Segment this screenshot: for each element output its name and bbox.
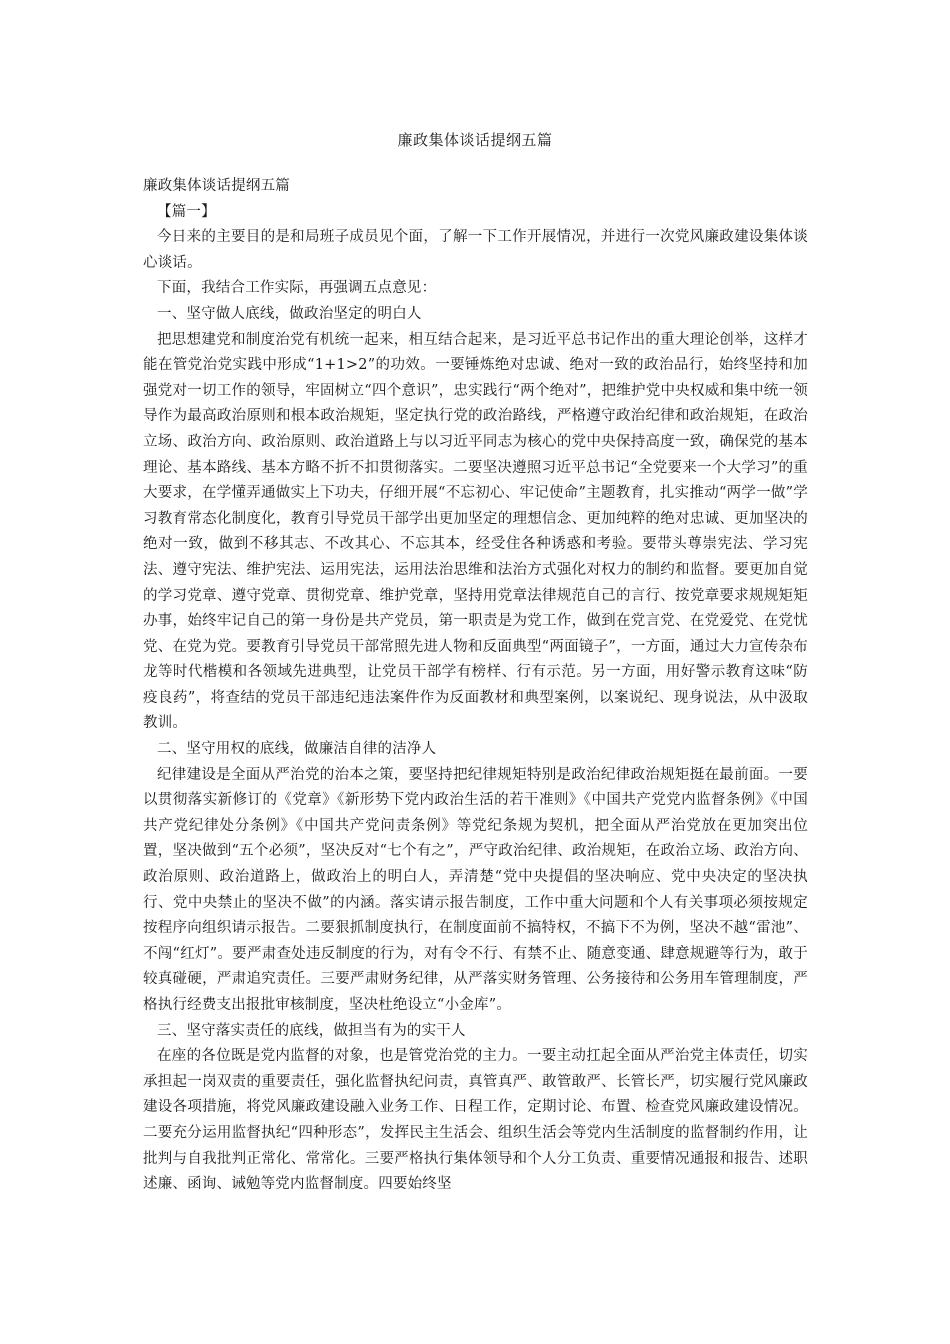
document-heading: 廉政集体谈话提纲五篇 xyxy=(143,178,290,194)
paragraph-intro: 今日来的主要目的是和局班子成员见个面，了解一下工作开展情况，并进行一次党风廉政建设集体谈心谈话。 xyxy=(143,229,808,271)
section-heading-1: 一、坚守做人底线，做政治坚定的明白人 xyxy=(157,305,422,322)
paragraph-section-2: 纪律建设是全面从严治党的治本之策，要坚持把纪律规矩特别是政治纪律政治规矩挺在最前面。一要以贯彻落实新修订的《党章》《新形势下党内政治生活的若干准则》《中国共产党党内监督条例》《中国共产党纪律处分条例》《中国共产党问责条例》等党纪条规为契机，把全面从严治党放在更加突出位置，坚决做到“五个必须”，坚决反对“七个有之”，严守政治纪律、政治规矩，在政治立场、政治方向、政治原则、政治道路上，做政治上的明白人，弄清楚“党中央提倡的坚决响应、党中央决定的坚决执行、党中央禁止的坚决不做”的内涵。落实请示报告制度，工作中重大问题和个人有关事项必须按规定按程序向组织请示报告。二要狠抓制度执行，在制度面前不搞特权，不搞下不为例，坚决不越“雷池”、不闯“红灯”。要严肃查处违反制度的行为，对有令不行、有禁不止、随意变通、肆意规避等行为，敢于较真碰硬，严肃追究责任。三要严肃财务纪律，从严落实财务管理、公务接待和公务用车管理制度，严格执行经费支出报批审核制度，坚决杜绝设立“小金库”。 xyxy=(143,766,808,1013)
document-body xyxy=(143,174,808,1198)
document-title: 廉政集体谈话提纲五篇 xyxy=(397,131,553,149)
section-label: 【篇一】 xyxy=(157,203,216,220)
section-heading-3: 三、坚守落实责任的底线，做担当有为的实干人 xyxy=(157,1022,466,1039)
paragraph-section-3: 在座的各位既是党内监督的对象，也是管党治党的主力。一要主动扛起全面从严治党主体责任，切实承担起一岗双责的重要责任，强化监督执纪问责，真管真严、敢管敢严、长管长严，切实履行党风廉政建设各项措施，将党风廉政建设融入业务工作、日程工作，定期讨论、布置、检查党风廉政建设情况。二要充分运用监督执纪“四种形态”，发挥民主生活会、组织生活会等党内生活制度的监督制约作用，让批判与自我批判正常化、常常化。三要严格执行集体领导和个人分工负责、重要情况通报和报告、述职述廉、函询、诫勉等党内监督制度。四要始终坚 xyxy=(143,1048,808,1193)
section-heading-2: 二、坚守用权的底线，做廉洁自律的洁净人 xyxy=(157,741,437,758)
paragraph-section-1: 把思想建党和制度治党有机统一起来，相互结合起来，是习近平总书记作出的重大理论创举，这样才能在管党治党实践中形成“1+1>2”的功效。一要锤炼绝对忠诚、绝对一致的政治品行，始终坚持和加强党对一切工作的领导，牢固树立“四个意识”，忠实践行“两个绝对”，把维护党中央权威和集中统一领导作为最高政治原则和根本政治规矩，坚定执行党的政治路线，严格遵守政治纪律和政治规矩，在政治立场、政治方向、政治原则、政治道路上与以习近平同志为核心的党中央保持高度一致，确保党的基本理论、基本路线、基本方略不折不扣贯彻落实。二要坚决遵照习近平总书记“全党要来一个大学习”的重大要求，在学懂弄通做实上下功夫，仔细开展“不忘初心、牢记使命”主题教育，扎实推动“两学一做”学习教育常态化制度化，教育引导党员干部学出更加坚定的理想信念、更加纯粹的绝对忠诚、更加坚决的绝对一致，做到不移其志、不改其心、不忘其本，经受住各种诱惑和考验。要带头尊崇宪法、学习宪法、遵守宪法、维护宪法、运用宪法，运用法治思维和法治方式强化对权力的制约和监督。要更加自觉的学习党章、遵守党章、贯彻党章、维护党章，坚持用党章法律规范自己的言行、按党章要求规规矩矩办事，始终牢记自己的第一身份是共产党员，第一职责是为党工作，做到在党言党、在党爱党、在党忧党、在党为党。要教育引导党员干部常照先进人物和反面典型“两面镜子”，一方面，通过大力宣传杂布龙等时代楷模和各领域先进典型，让党员干部学有榜样、行有示范。另一方面，用好警示教育这味“防疫良药”，将查结的党员干部违纪违法案件作为反面教材和典型案例，以案说纪、现身说法，从中汲取教训。 xyxy=(143,331,808,732)
paragraph-transition: 下面，我结合工作实际，再强调五点意见： xyxy=(157,280,437,297)
